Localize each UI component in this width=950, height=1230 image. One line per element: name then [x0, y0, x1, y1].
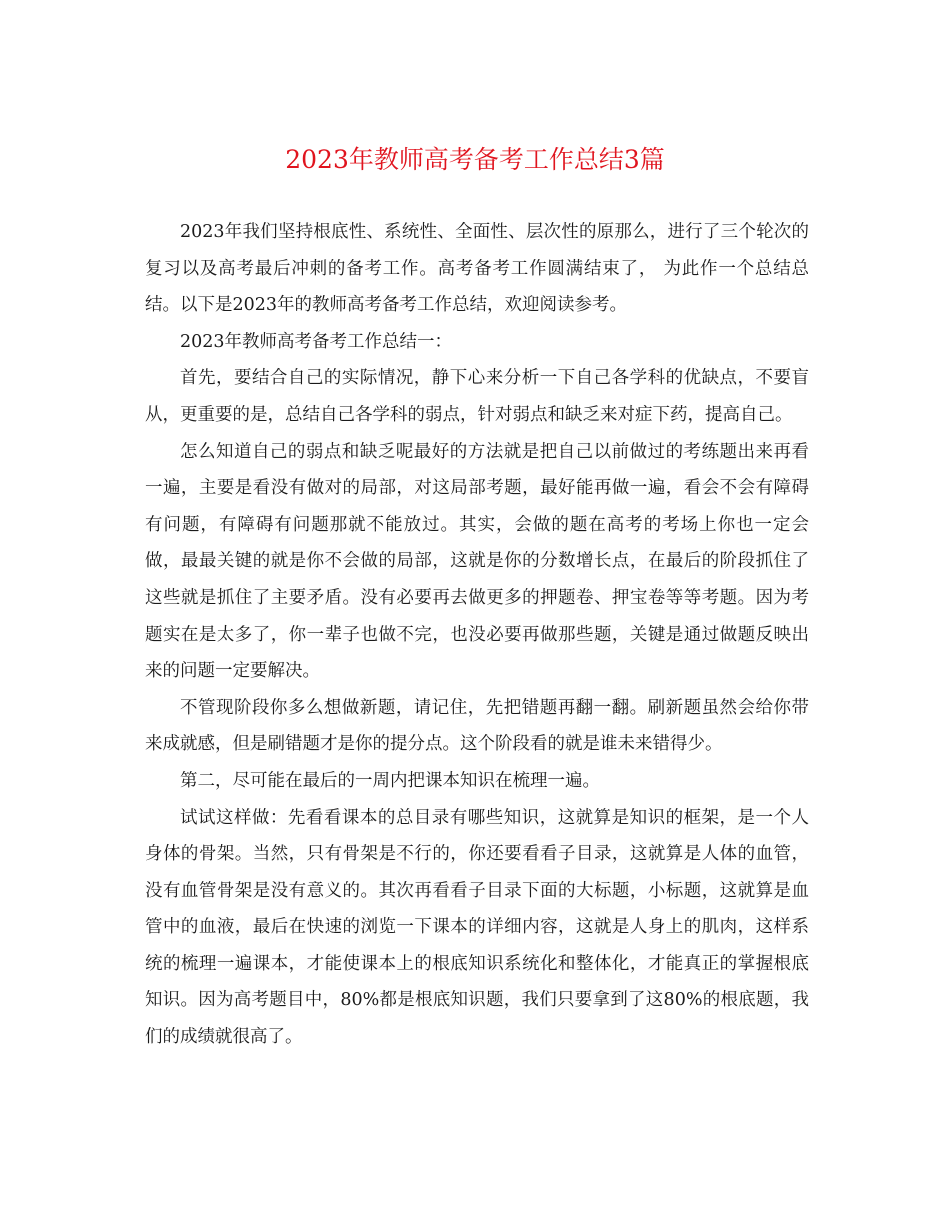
paragraph-textbook-review: 试试这样做：先看看课本的总目录有哪些知识，这就算是知识的框架，是一个人身体的骨架。当然，只有骨架是不行的，你还要看看子目录，这就算是人体的血管，没有血管骨架是没有意义的。其次再看看子目录下面的大标题，小标题，这就算是血管中的血液，最后在快速的浏览一下课本的详细内容，这就是人身上的肌肉，这样系统的梳理一遍课本，才能使课本上的根底知识系统化和整体化，才能真正的掌握根底知识。因为高考题目中，80%都是根底知识题，我们只要拿到了这80%的根底题，我们的成绩就很高了。 [145, 807, 809, 1048]
paragraph-error-review: 不管现阶段你多么想做新题，请记住，先把错题再翻一翻。刷新题虽然会给你带来成就感，但是刷错题才是你的提分点。这个阶段看的就是谁未来错得少。 [145, 697, 809, 755]
paragraph-first-point: 首先，要结合自己的实际情况，静下心来分析一下自己各学科的优缺点，不要盲从，更重要的是，总结自己各学科的弱点，针对弱点和缺乏来对症下药，提高自己。 [145, 368, 809, 425]
paragraph-section-heading: 2023年教师高考备考工作总结一： [180, 331, 453, 352]
document-title: 2023年教师高考备考工作总结3篇 [285, 145, 665, 174]
paragraph-intro: 2023年我们坚持根底性、系统性、全面性、层次性的原那么，进行了三个轮次的复习以及高考最后冲刺的备考工作。高考备考工作圆满结束了， 为此作一个总结总结。以下是2023年的教师高考备考工作总结，欢迎阅读参考。 [145, 222, 809, 316]
paragraph-weakness-method: 怎么知道自己的弱点和缺乏呢最好的方法就是把自己以前做过的考练题出来再看一遍，主要是看没有做对的局部，对这局部考题，最好能再做一遍，看会不会有障碍有问题，有障碍有问题那就不能放过。其实，会做的题在高考的考场上你也一定会做，最最关键的就是你不会做的局部，这就是你的分数增长点，在最后的阶段抓住了这些就是抓住了主要矛盾。没有必要再去做更多的押题卷、押宝卷等等考题。因为考题实在是太多了，你一辈子也做不完，也没必要再做那些题，关键是通过做题反映出来的问题一定要解决。 [145, 441, 809, 682]
paragraph-second-point: 第二，尽可能在最后的一周内把课本知识在梳理一遍。 [180, 770, 600, 791]
document-body [145, 214, 809, 1056]
